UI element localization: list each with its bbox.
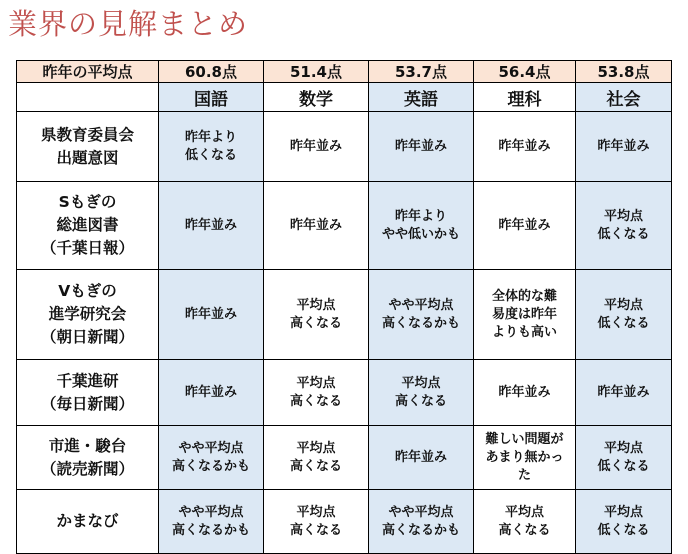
assessment-line: 昨年並み: [394, 138, 447, 154]
source-line: （読売新聞）: [40, 459, 134, 478]
assessment-line: 昨年並み: [184, 306, 237, 322]
assessment-cell: [576, 182, 672, 270]
score-rika: 56.4点: [474, 61, 576, 83]
table-row: [17, 270, 672, 360]
row-source-label: [17, 426, 159, 490]
assessment-line: 低くなる: [597, 522, 650, 538]
table-row: [17, 490, 672, 554]
assessment-cell: [474, 182, 576, 270]
assessment-cell: [369, 182, 474, 270]
source-line: かまなび: [56, 512, 119, 530]
assessment-line: 昨年並み: [289, 138, 342, 154]
subject-shakai: 社会: [576, 83, 672, 112]
table-row: [17, 112, 672, 182]
row-source-label: [17, 270, 159, 360]
score-header-row: [17, 61, 672, 83]
assessment-line: 昨年並み: [184, 384, 237, 400]
assessment-line: 高くなるかも: [171, 458, 250, 474]
assessment-cell: [369, 270, 474, 360]
assessment-cell: [264, 360, 369, 426]
assessment-cell: [159, 270, 264, 360]
assessment-cell: [576, 112, 672, 182]
assessment-cell: [576, 426, 672, 490]
assessment-line: 昨年並み: [498, 217, 551, 233]
assessment-line: 平均点: [401, 375, 441, 391]
assessment-line: 平均点: [603, 208, 643, 224]
row-source-label: [17, 112, 159, 182]
assessment-line: 平均点: [504, 504, 544, 520]
corner-label: 昨年の平均点: [17, 61, 159, 83]
assessment-cell: [369, 490, 474, 554]
assessment-line: 昨年並み: [184, 217, 237, 233]
assessment-cell: [474, 426, 576, 490]
empty-corner-cell: [17, 83, 159, 112]
assessment-line: 低くなる: [597, 226, 650, 242]
source-line: （朝日新聞）: [40, 328, 134, 346]
comparison-table: [16, 60, 672, 554]
assessment-cell: [159, 182, 264, 270]
assessment-line: 高くなる: [289, 315, 342, 331]
assessment-cell: [264, 270, 369, 360]
score-sugaku: 51.4点: [264, 61, 369, 83]
assessment-line: 平均点: [296, 440, 336, 456]
assessment-line: 高くなる: [394, 393, 447, 409]
assessment-line: 易度は昨年: [491, 306, 557, 322]
assessment-line: やや平均点: [388, 504, 454, 520]
assessment-line: あまり無かっ: [485, 449, 564, 465]
assessment-line: やや平均点: [178, 504, 244, 520]
assessment-line: 平均点: [296, 297, 336, 313]
assessment-line: 平均点: [296, 375, 336, 391]
assessment-cell: [264, 426, 369, 490]
source-line: 市進・駿台: [48, 436, 127, 455]
assessment-cell: [369, 112, 474, 182]
assessment-cell: [159, 112, 264, 182]
assessment-line: 低くなる: [597, 458, 650, 474]
assessment-line: 高くなるかも: [381, 315, 460, 331]
assessment-line: 高くなる: [289, 522, 342, 538]
table-row: [17, 182, 672, 270]
source-line: Sもぎの: [58, 193, 117, 211]
assessment-line: よりも高い: [491, 324, 557, 340]
assessment-line: 平均点: [603, 504, 643, 520]
score-kokugo: 60.8点: [159, 61, 264, 83]
assessment-line: 低くなる: [597, 315, 650, 331]
assessment-line: やや平均点: [388, 297, 454, 313]
assessment-cell: [264, 490, 369, 554]
assessment-line: 昨年並み: [597, 138, 650, 154]
source-line: 出題意図: [56, 148, 119, 167]
score-eigo: 53.7点: [369, 61, 474, 83]
source-line: （千葉日報）: [40, 239, 134, 257]
assessment-line: 平均点: [603, 297, 643, 313]
subject-rika: 理科: [474, 83, 576, 112]
subject-eigo: 英語: [369, 83, 474, 112]
assessment-line: た: [517, 467, 531, 483]
assessment-cell: [159, 490, 264, 554]
subject-sugaku: 数学: [264, 83, 369, 112]
assessment-line: 昨年並み: [597, 384, 650, 400]
row-source-label: [17, 182, 159, 270]
assessment-cell: [474, 112, 576, 182]
assessment-line: 昨年並み: [289, 217, 342, 233]
assessment-line: やや低いかも: [381, 226, 460, 242]
page-title: 業界の見解まとめ: [8, 7, 249, 41]
source-line: 県教育委員会: [40, 125, 134, 144]
source-line: 総進図書: [56, 216, 119, 234]
assessment-cell: [159, 426, 264, 490]
assessment-line: 高くなる: [498, 522, 551, 538]
assessment-cell: [576, 360, 672, 426]
assessment-cell: [576, 490, 672, 554]
score-shakai: 53.8点: [576, 61, 672, 83]
source-line: 進学研究会: [48, 305, 127, 323]
assessment-line: 昨年並み: [394, 449, 447, 465]
row-source-label: [17, 490, 159, 554]
assessment-line: 高くなるかも: [171, 522, 250, 538]
assessment-cell: [474, 270, 576, 360]
subject-kokugo: 国語: [159, 83, 264, 112]
assessment-cell: [264, 112, 369, 182]
subject-header-row: [17, 83, 672, 112]
assessment-cell: [369, 426, 474, 490]
row-source-label: [17, 360, 159, 426]
assessment-cell: [474, 360, 576, 426]
source-line: （毎日新聞）: [40, 394, 134, 413]
assessment-line: 平均点: [603, 440, 643, 456]
assessment-line: 高くなる: [289, 458, 342, 474]
assessment-cell: [576, 270, 672, 360]
source-line: Vもぎの: [58, 282, 117, 300]
assessment-line: 難しい問題が: [485, 431, 564, 447]
table-row: [17, 426, 672, 490]
source-line: 千葉進研: [56, 371, 119, 390]
assessment-line: 昨年より: [184, 129, 237, 145]
assessment-cell: [264, 182, 369, 270]
assessment-line: 全体的な難: [491, 288, 557, 304]
assessment-line: 高くなるかも: [381, 522, 460, 538]
assessment-cell: [369, 360, 474, 426]
assessment-line: 高くなる: [289, 393, 342, 409]
assessment-line: 平均点: [296, 504, 336, 520]
assessment-line: 昨年並み: [498, 138, 551, 154]
assessment-cell: [159, 360, 264, 426]
assessment-line: やや平均点: [178, 440, 244, 456]
table-row: [17, 360, 672, 426]
assessment-cell: [474, 490, 576, 554]
assessment-line: 昨年より: [394, 208, 447, 224]
assessment-line: 昨年並み: [498, 384, 551, 400]
assessment-line: 低くなる: [184, 147, 237, 163]
